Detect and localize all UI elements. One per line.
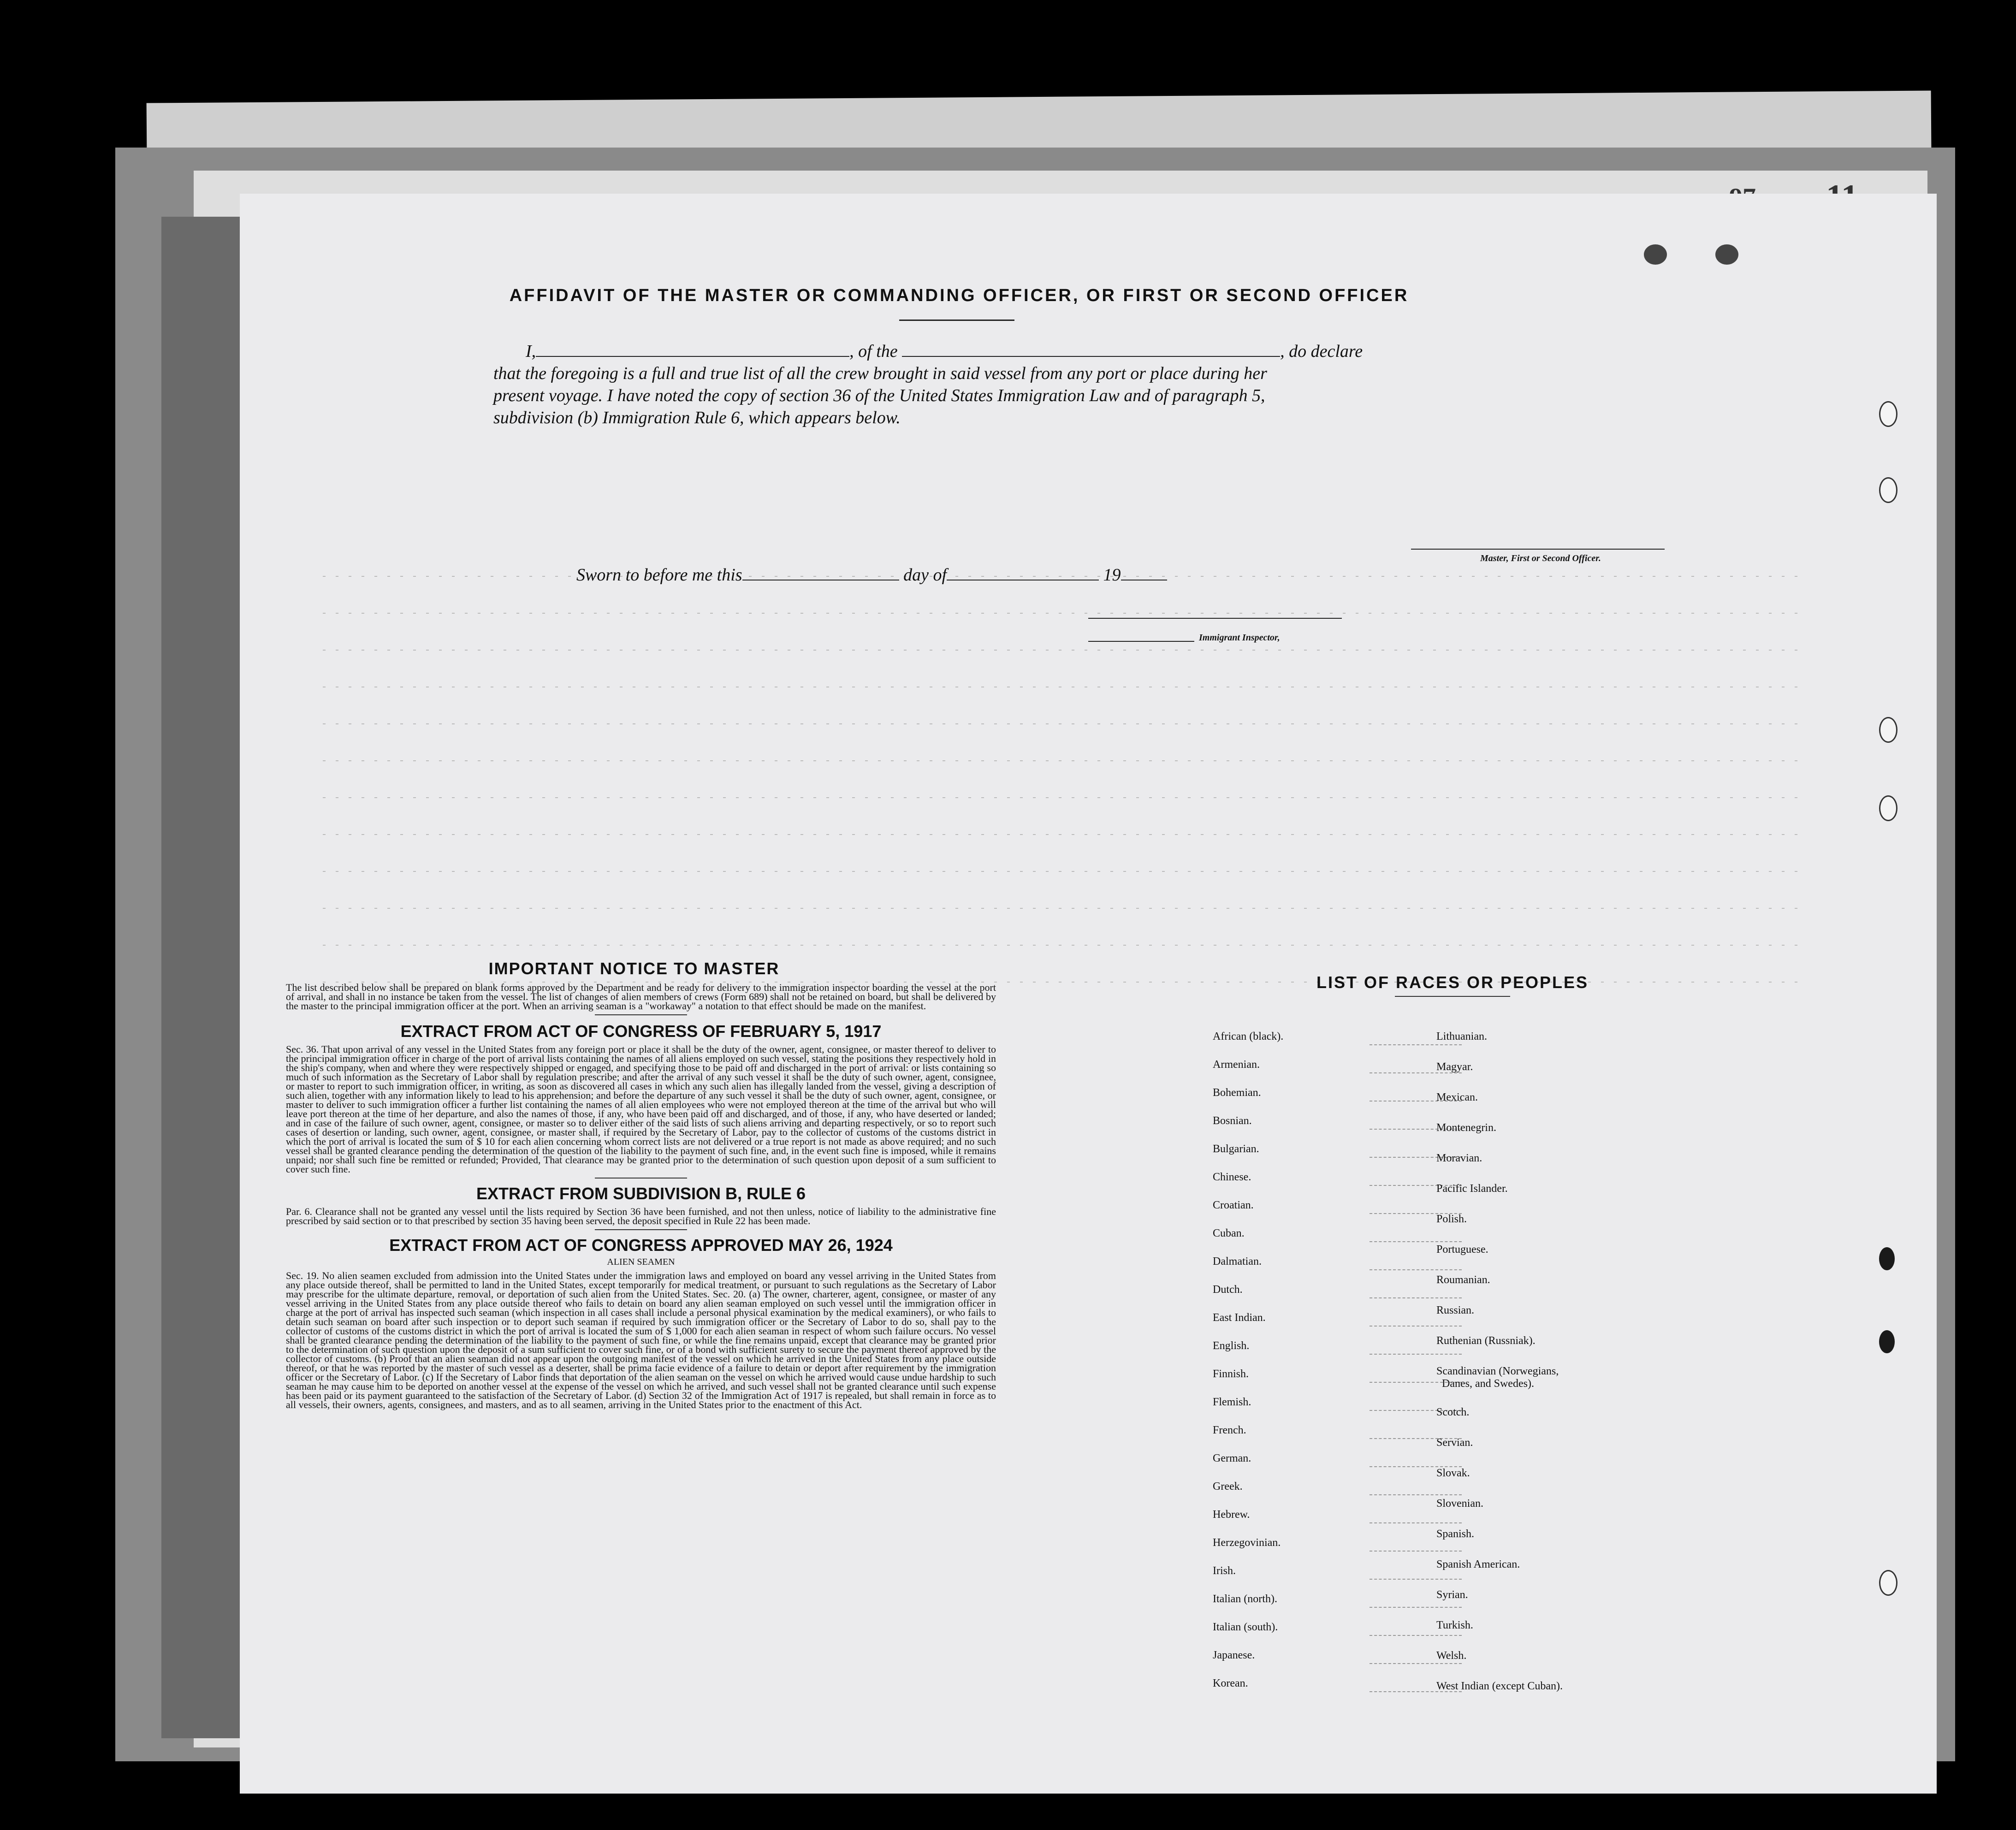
extract3-body: Sec. 19. No alien seamen excluded from admission into the United States under the immigration laws and employed on board any vessel arriving in the United States from any place outside thereof, shall be permitted to land in the United States, except temporarily for medical treatment, or pursuant to such regulations as the Secretary of Labor may prescribe for the ultimate departure, removal, or deportation of such alien from the United States. Sec. 20. (a) The owner, charterer, agent, consignee, or master of any vessel arriving in the United States from any place outside thereof who fails to detain on board any alien seaman employed on such vessel until the immigration officer in charge at the port of arrival has inspected such seaman (which inspection in all cases shall include a personal physical examination by the medical examiners), or who fails to detain such seaman on board after such inspection or to deport such seaman if required by such immigration officer or the Secretary of Labor to do so, shall pay to the collector of customs of the customs district in which the port of arrival is located the sum of $ 1,000 for each alien seaman in respect of whom such failure occurs. No vessel shall be granted clearance pending the determination of the liability to the payment of such fine, or while the fine remains unpaid, except that clearance may be granted prior to the determination of such question upon the deposit of a sum sufficient to cover such fine, or of a bond with sufficient surety to secure the payment thereof approved by the collector of customs. (b) Proof that an alien seaman did not appear upon the outgoing manifest of the vessel on which he arrived in the United States from any place outside thereof, or that he was reported by the master of such vessel as a deserter, shall be prima facie evidence of a failure to detain or deport after requirement by the immigration officer or the Secretary of Labor. (c) If the Secretary of Labor finds that deportation of the alien seaman on the vessel on which he arrived would cause undue hardship to such seaman he may cause him to be deported on another vessel at the expense of the vessel on which he arrived, and such vessel shall not be granted clearance until such expense has been paid or its payment guaranteed to the satisfaction of the Secretary of Labor. (d) Section 32 of the Immigration Act of 1917 is repealed, but shall remain in force as to all vessels, their owners, agents, consignees, and masters, and as to all seamen, arriving in the United States prior to the enactment of this Act.: [286, 1270, 996, 1410]
race-leader-line: [1370, 1551, 1462, 1552]
extract3-subtitle: ALIEN SEAMEN: [607, 1257, 675, 1267]
race-leader-line: [1370, 1494, 1462, 1495]
binder-hole: [1879, 1247, 1895, 1270]
signature-caption: Master, First or Second Officer.: [1480, 553, 1601, 563]
affidavit-line: that the foregoing is a full and true list of all the crew brought in said vessel from any port or place during her: [493, 364, 1267, 383]
signature-line: [1411, 549, 1665, 550]
binder-hole: [1879, 401, 1897, 427]
vessel-blank: [902, 356, 1280, 357]
binder-hole: [1879, 1330, 1895, 1353]
race-item: Magyar.: [1436, 1061, 1473, 1073]
manifest-page: [240, 194, 1937, 1794]
race-item: Italian (north).: [1213, 1593, 1277, 1605]
sworn-day: day of: [903, 565, 947, 585]
race-item: Syrian.: [1436, 1589, 1468, 1601]
binder-hole: [1715, 244, 1738, 265]
extract1-body: Sec. 36. That upon arrival of any vessel in the United States from any foreign port or place it shall be the duty of the owner, agent, consignee, or master thereof to deliver to the principal immigration officer in charge of the port of arrival lists containing the names of all aliens employed on such vessel, stating the positions they respectively hold in the ship's company, when and where they were respectively shipped or engaged, and specifying those to be paid off and discharged in the port of arrival: or lists containing so much of such information as the Secretary of Labor shall by regulation prescribe; and after the arrival of any such vessel it shall be the duty of such owner, agent, consignee, or master to report to such immigration officer, in writing, as soon as discovered all cases in which any such alien has illegally landed from the vessel, giving a description of such alien, together with any information likely to lead to his apprehension; and before the departure of any such vessel it shall be the duty of such owner, agent, consignee, or master to deliver to such immigration officer a further list containing the names of all alien employees who were not employed thereon at the time of the arrival but who will leave port thereon at the time of her departure, and also the names of those, if any, who have been paid off and discharged, and of those, if any, who have deserted or landed; and in case of the failure of such owner, agent, consignee, or master so to deliver either of the said lists of such aliens arriving and departing respectively, or so to report such cases of desertion or landing, such owner, agent, consignee, or master shall, if required by the Secretary of Labor, pay to the collector of customs of the customs district in which the port of arrival is located the sum of $ 10 for each alien concerning whom correct lists are not delivered or a true report is not made as above required; and no such vessel shall be granted clearance pending the determination of the question of the liability to the payment of such fine, and, in the event such fine is imposed, while it remains unpaid; nor shall such fine be remitted or refunded; Provided, That clearance may be granted prior to the determination of such question upon deposit of a sum sufficient to cover such fine.: [286, 1043, 996, 1175]
affidavit-title: AFFIDAVIT OF THE MASTER OR COMMANDING OFFICER, OR FIRST OR SECOND OFFICER: [509, 286, 1409, 305]
race-item: Polish.: [1436, 1213, 1467, 1225]
race-item: Montenegrin.: [1436, 1122, 1496, 1134]
race-leader-line: [1370, 1326, 1462, 1327]
races-list: [1199, 973, 1798, 1692]
race-item: East Indian.: [1213, 1312, 1266, 1324]
race-leader-line: [1370, 1044, 1462, 1045]
affidavit-line: present voyage. I have noted the copy of section 36 of the United States Immigration Law and of paragraph 5,: [493, 386, 1265, 405]
race-item: Finnish.: [1213, 1368, 1249, 1380]
binder-hole: [1879, 1570, 1897, 1596]
name-blank: [536, 356, 849, 357]
race-item: Japanese.: [1213, 1649, 1255, 1661]
binder-hole: [1644, 244, 1667, 265]
race-item: Scandinavian (Norwegians, Danes, and Swedes).: [1436, 1365, 1559, 1390]
extract2-body: Par. 6. Clearance shall not be granted any vessel until the lists required by Section 36 have been furnished, and not then unless, notice of liability to the administrative fine prescribed by said section or to that prescribed by section 35 having been served, the deposit specified in Rule 22 has been made.: [286, 1206, 996, 1226]
race-leader-line: [1370, 1607, 1462, 1608]
extract1-title: EXTRACT FROM ACT OF CONGRESS OF FEBRUARY 5, 1917: [400, 1022, 882, 1041]
race-leader-line: [1370, 1579, 1462, 1580]
divider: [595, 1178, 687, 1179]
races-section: [1199, 973, 1798, 1692]
race-item: Croatian.: [1213, 1199, 1254, 1211]
race-item: Dalmatian.: [1213, 1256, 1262, 1267]
race-item: Irish.: [1213, 1565, 1236, 1577]
race-item: Bohemian.: [1213, 1087, 1261, 1099]
inspector-line: [1088, 641, 1194, 642]
race-item: Italian (south).: [1213, 1621, 1278, 1633]
race-item: Portuguese.: [1436, 1244, 1488, 1256]
race-item: Pacific Islander.: [1436, 1183, 1508, 1195]
binder-hole: [1879, 477, 1897, 503]
sworn-line: [576, 565, 1167, 585]
race-item: Hebrew.: [1213, 1509, 1250, 1521]
race-item: German.: [1213, 1452, 1251, 1464]
race-item: Bulgarian.: [1213, 1143, 1259, 1155]
race-leader-line: [1370, 1269, 1462, 1270]
affidavit-declare: , do declare: [1280, 342, 1363, 361]
race-item: Mexican.: [1436, 1091, 1478, 1103]
race-item: Slovak.: [1436, 1467, 1470, 1479]
affidavit-section: [493, 286, 1692, 643]
inspector-signature-line: [1088, 618, 1342, 619]
race-item: Spanish.: [1436, 1528, 1475, 1540]
race-item: Russian.: [1436, 1304, 1475, 1316]
race-item: Welsh.: [1436, 1650, 1467, 1662]
affidavit-i: I,: [526, 342, 536, 361]
notice-column: [286, 959, 996, 1410]
race-item: Scotch.: [1436, 1406, 1470, 1418]
race-item: Servian.: [1436, 1437, 1473, 1449]
race-item: Chinese.: [1213, 1171, 1251, 1183]
affidavit-of: , of the: [849, 342, 898, 361]
race-leader-line: [1370, 1297, 1462, 1298]
binder-edge: [161, 217, 244, 1738]
race-leader-line: [1370, 1354, 1462, 1355]
sworn-text: Sworn to before me this: [576, 565, 742, 585]
notice-title: IMPORTANT NOTICE TO MASTER: [488, 959, 780, 978]
divider: [595, 1229, 687, 1230]
inspector-caption: Immigrant Inspector,: [1199, 633, 1280, 643]
race-item: Flemish.: [1213, 1396, 1251, 1408]
affidavit-text: [493, 340, 1443, 429]
race-item: Ruthenian (Russniak).: [1436, 1335, 1536, 1347]
race-item: Spanish American.: [1436, 1558, 1520, 1570]
race-item: Roumanian.: [1436, 1274, 1490, 1286]
race-item: Cuban.: [1213, 1227, 1245, 1239]
notice-body: The list described below shall be prepared on blank forms approved by the Department and be ready for delivery to the immigration inspector boarding the vessel at the port of arrival, and shall in no instance be taken from the vessel. The list of changes of alien members of crews (Form 689) shall not be retained on board, but shall be delivered by the master to the principal immigration officer at the port. When an arriving seaman is a "workaway" a notation to that effect should be made on the manifest.: [286, 982, 996, 1012]
race-item: French.: [1213, 1424, 1246, 1436]
race-item: Lithuanian.: [1436, 1030, 1487, 1042]
race-leader-line: [1370, 1522, 1462, 1523]
race-item: Dutch.: [1213, 1284, 1243, 1296]
extract2-title: EXTRACT FROM SUBDIVISION B, RULE 6: [476, 1184, 806, 1203]
race-leader-line: [1370, 1663, 1462, 1664]
race-item: English.: [1213, 1340, 1250, 1352]
divider: [595, 1014, 687, 1015]
extract3-title: EXTRACT FROM ACT OF CONGRESS APPROVED MAY 26, 1924: [389, 1236, 893, 1255]
races-title: LIST OF RACES OR PEOPLES: [1316, 973, 1589, 992]
race-item: Turkish.: [1436, 1619, 1473, 1631]
sworn-year: 19: [1103, 565, 1121, 585]
race-item: Slovenian.: [1436, 1498, 1483, 1510]
affidavit-line: subdivision (b) Immigration Rule 6, which appears below.: [493, 408, 901, 427]
race-item: West Indian (except Cuban).: [1436, 1680, 1563, 1692]
race-item: Armenian.: [1213, 1059, 1260, 1071]
race-leader-line: [1370, 1635, 1462, 1636]
race-leader-line: [1370, 1241, 1462, 1242]
race-item: Greek.: [1213, 1481, 1243, 1492]
divider: [899, 320, 1014, 321]
race-item: Bosnian.: [1213, 1115, 1252, 1127]
race-item: Moravian.: [1436, 1152, 1482, 1164]
race-item: Korean.: [1213, 1677, 1248, 1689]
race-item: Herzegovinian.: [1213, 1537, 1281, 1549]
race-item: African (black).: [1213, 1030, 1284, 1042]
